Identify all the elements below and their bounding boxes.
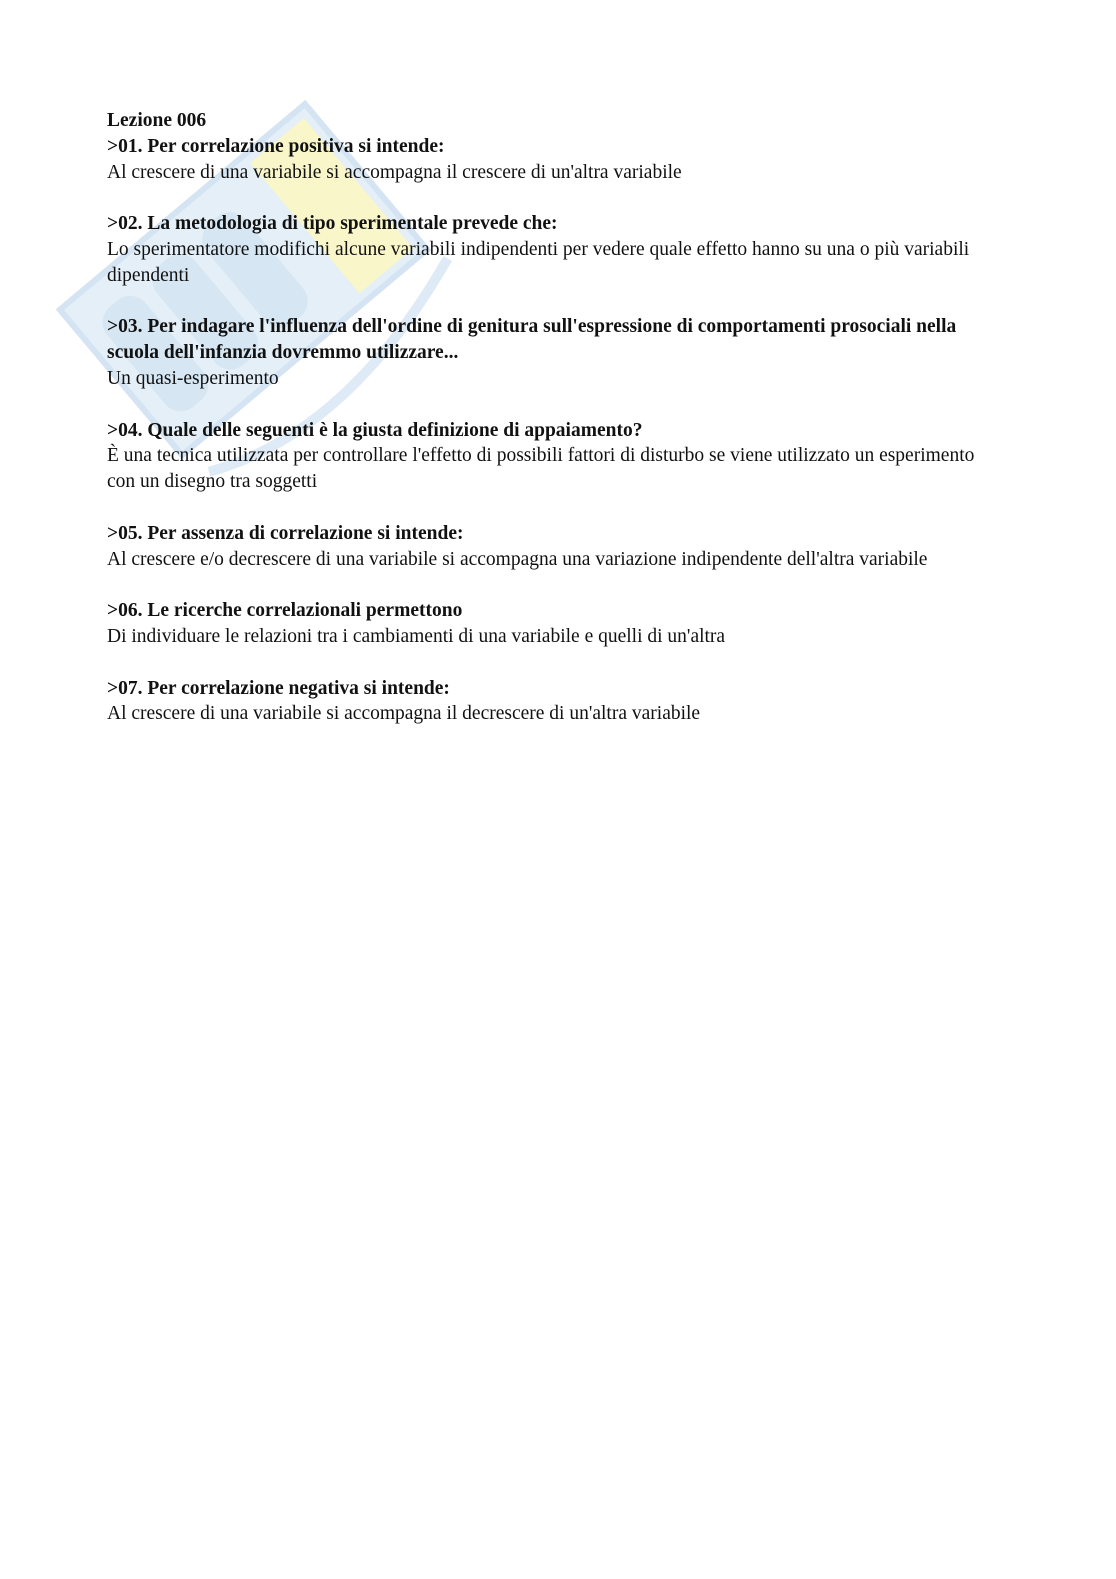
answer-text: Un quasi-esperimento	[107, 367, 279, 389]
qa-item	[107, 676, 1007, 728]
question-text: >07. Per correlazione negativa si intende:	[107, 677, 450, 699]
answer-text: Lo sperimentatore modifichi alcune variabili indipendenti per vedere quale effetto hanno su una o più variabili dipendenti	[107, 238, 970, 286]
question-text: >02. La metodologia di tipo sperimentale prevede che:	[107, 213, 558, 235]
answer-text: Al crescere e/o decrescere di una variabile si accompagna una variazione indipendente dell'altra variabile	[107, 548, 928, 570]
qa-item	[107, 314, 1007, 391]
question-text: >01. Per correlazione positiva si intende:	[107, 135, 445, 157]
qa-item	[107, 598, 1007, 650]
qa-item	[107, 521, 1007, 573]
answer-text: Al crescere di una variabile si accompagna il crescere di un'altra variabile	[107, 161, 682, 183]
answer-text: È una tecnica utilizzata per controllare l'effetto di possibili fattori di disturbo se viene utilizzato un esperimento con un disegno tra soggetti	[107, 445, 975, 493]
question-text: >05. Per assenza di correlazione si intende:	[107, 522, 464, 544]
question-text: >03. Per indagare l'influenza dell'ordine di genitura sull'espressione di comportamenti prosociali nella scuola dell'infanzia dovremmo utilizzare...	[107, 316, 957, 364]
lesson-title: Lezione 006	[107, 110, 207, 131]
qa-item	[107, 134, 1007, 186]
answer-text: Di individuare le relazioni tra i cambiamenti di una variabile e quelli di un'altra	[107, 625, 726, 647]
qa-item	[107, 211, 1007, 288]
document-page	[107, 108, 1007, 753]
answer-text: Al crescere di una variabile si accompagna il decrescere di un'altra variabile	[107, 703, 701, 725]
question-text: >04. Quale delle seguenti è la giusta definizione di appaiamento?	[107, 419, 643, 441]
qa-item	[107, 418, 1007, 495]
question-text: >06. Le ricerche correlazionali permettono	[107, 600, 463, 622]
